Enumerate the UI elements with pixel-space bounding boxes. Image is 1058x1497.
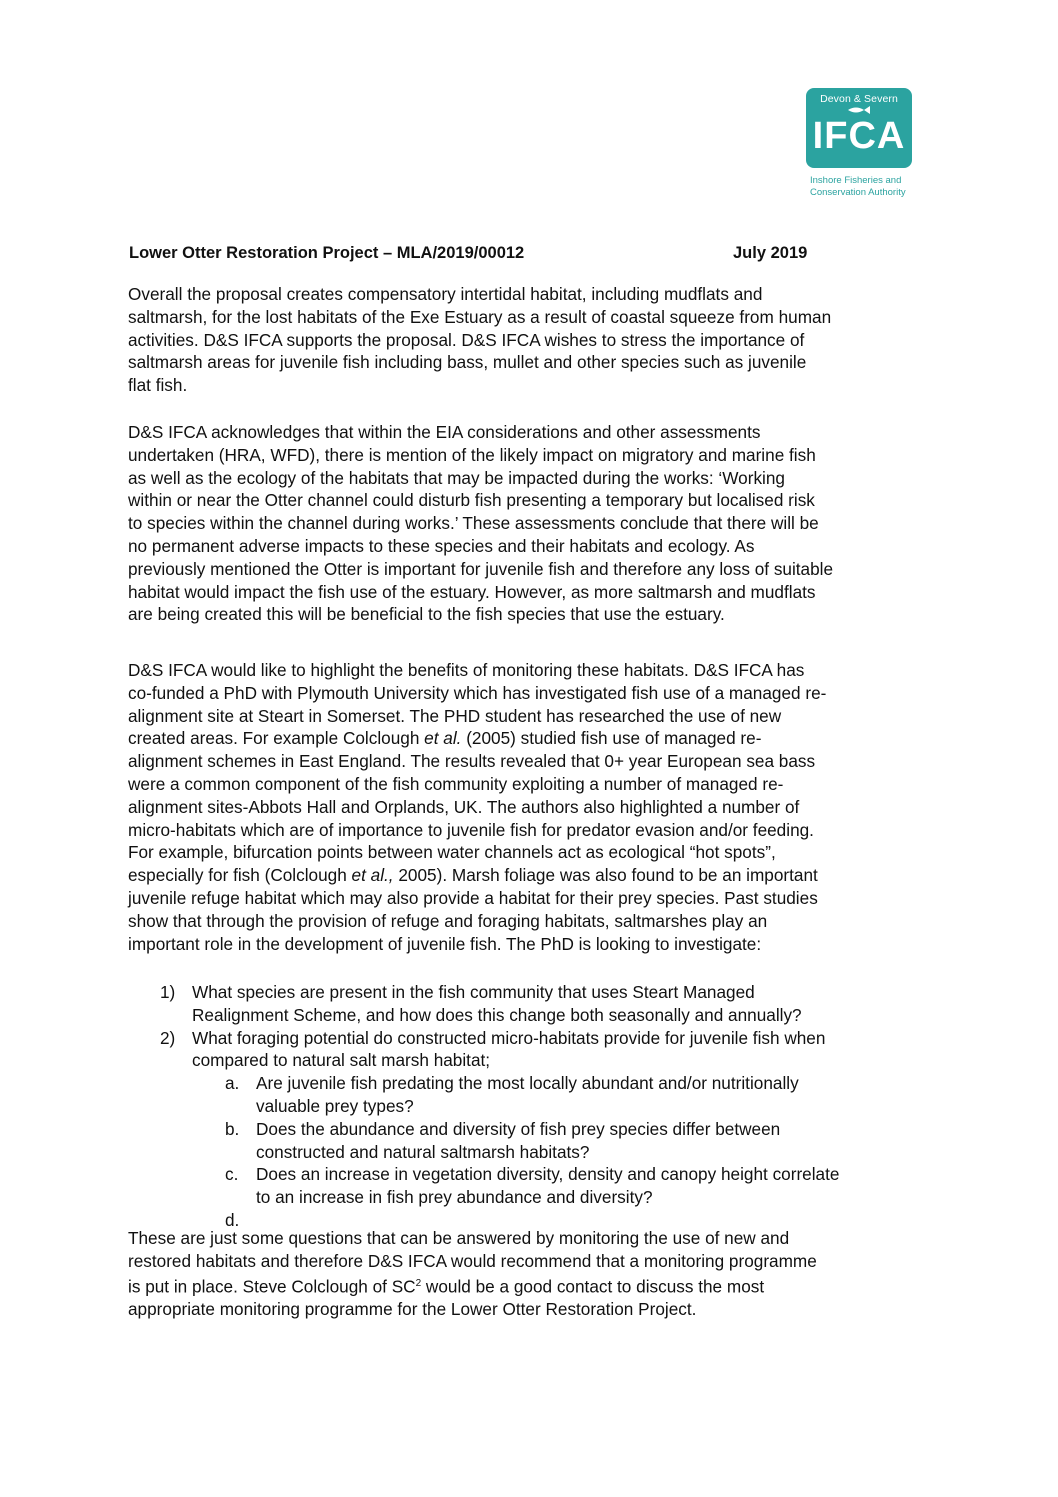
text-line: For example, bifurcation points between water channels act as ecological “hot spots”,	[128, 842, 776, 863]
sub-list-item	[128, 1118, 938, 1164]
text-line: habitat would impact the fish use of the estuary. However, as more saltmarsh and mudflats	[128, 581, 816, 602]
text-line: were a common component of the fish community exploiting a number of managed re-	[128, 773, 784, 794]
text-line: Realignment Scheme, and how does this change both seasonally and annually?	[192, 1004, 802, 1025]
document-heading	[129, 244, 829, 266]
text-line: juvenile refuge habitat which may also provide a habitat for their prey species. Past studies	[128, 887, 818, 908]
text-line: Overall the proposal creates compensatory intertidal habitat, including mudflats and	[128, 284, 763, 304]
list-letter: c.	[225, 1164, 239, 1185]
text-line: valuable prey types?	[256, 1095, 414, 1116]
text-line	[128, 727, 938, 750]
paragraph-overview	[128, 283, 938, 397]
logo-full-name	[810, 175, 918, 199]
text-line: alignment sites-Abbots Hall and Orplands, UK. The authors also highlighted a number of	[128, 796, 800, 817]
text-line: important role in the development of juvenile fish. The PhD is looking to investigate:	[128, 933, 762, 954]
text-line: Does an increase in vegetation diversity, density and canopy height correlate	[256, 1164, 840, 1185]
text-line: alignment site at Steart in Somerset. The PHD student has researched the use of new	[128, 705, 782, 726]
list-letter: b.	[225, 1118, 240, 1139]
list-letter: d.	[225, 1209, 240, 1230]
research-question-list	[128, 981, 938, 1232]
text-line: What foraging potential do constructed micro-habitats provide for juvenile fish when	[192, 1027, 826, 1048]
text-line: co-funded a PhD with Plymouth University which has investigated fish use of a managed re-	[128, 682, 827, 703]
logo-full-name-line1: Inshore Fisheries and	[810, 175, 902, 186]
text-line: saltmarsh, for the lost habitats of the Exe Estuary as a result of coastal squeeze from human	[128, 306, 832, 327]
list-number: 1)	[160, 982, 176, 1002]
citation-italic: et al.,	[351, 865, 394, 886]
text-run: created areas. For example Colclough	[128, 728, 425, 749]
text-line: D&S IFCA acknowledges that within the EIA considerations and other assessments	[128, 422, 761, 442]
text-run: especially for fish (Colclough	[128, 865, 352, 886]
paragraph-recommendation	[128, 1227, 938, 1321]
text-line: within or near the Otter channel could disturb fish presenting a temporary but localised risk	[128, 490, 815, 511]
citation-italic: et al.	[424, 728, 462, 749]
text-line: to species within the channel during works.’ These assessments conclude that there will be	[128, 513, 819, 534]
text-line: compared to natural salt marsh habitat;	[192, 1050, 491, 1071]
logo-abbreviation: IFCA	[812, 115, 906, 157]
paragraph-assessments	[128, 421, 938, 626]
text-line: constructed and natural saltmarsh habitats?	[256, 1141, 590, 1162]
paragraph-monitoring-benefits	[128, 659, 938, 955]
text-line: alignment schemes in East England. The results revealed that 0+ year European sea bass	[128, 751, 816, 772]
text-line: These are just some questions that can be answered by monitoring the use of new and	[128, 1228, 790, 1248]
text-line: Are juvenile fish predating the most locally abundant and/or nutritionally	[256, 1073, 799, 1094]
logo-org-name: Devon & Severn	[820, 93, 898, 105]
list-item	[128, 1027, 938, 1073]
text-line: appropriate monitoring programme for the Lower Otter Restoration Project.	[128, 1299, 697, 1320]
text-line: micro-habitats which are of importance to juvenile fish for predator evasion and/or feeding.	[128, 819, 814, 840]
ifca-logo	[806, 88, 916, 206]
logo-full-name-line2: Conservation Authority	[810, 187, 906, 198]
text-line: What species are present in the fish community that uses Steart Managed	[192, 982, 755, 1002]
list-item	[128, 981, 938, 1027]
superscript: 2	[415, 1277, 422, 1289]
text-line: previously mentioned the Otter is important for juvenile fish and therefore any loss of suitable	[128, 558, 834, 579]
text-line: no permanent adverse impacts to these species and their habitats and ecology. As	[128, 535, 755, 556]
text-line: flat fish.	[128, 375, 188, 396]
text-line: saltmarsh areas for juvenile fish including bass, mullet and other species such as juvenile	[128, 352, 807, 373]
document-title: Lower Otter Restoration Project – MLA/2019/00012	[129, 244, 525, 262]
text-run: would be a good contact to discuss the most	[421, 1276, 765, 1297]
list-number: 2)	[160, 1027, 176, 1048]
text-line: undertaken (HRA, WFD), there is mention of the likely impact on migratory and marine fish	[128, 444, 816, 465]
document-date: July 2019	[733, 244, 808, 262]
text-line: as well as the ecology of the habitats that may be impacted during the works: ‘Working	[128, 467, 785, 488]
list-letter: a.	[225, 1073, 240, 1094]
sub-list-item	[128, 1072, 938, 1118]
sub-list-item	[128, 1163, 938, 1209]
text-run: is put in place. Steve Colclough of SC	[128, 1276, 416, 1297]
text-line: D&S IFCA would like to highlight the benefits of monitoring these habitats. D&S IFCA has	[128, 660, 805, 680]
text-line: activities. D&S IFCA supports the proposal. D&S IFCA wishes to stress the importance of	[128, 329, 805, 350]
text-line: show that through the provision of refuge and foraging habitats, saltmarshes play an	[128, 910, 768, 931]
text-line: to an increase in fish prey abundance and diversity?	[256, 1187, 653, 1208]
text-line	[128, 864, 938, 887]
text-line: restored habitats and therefore D&S IFCA would recommend that a monitoring programme	[128, 1250, 817, 1271]
text-line: Does the abundance and diversity of fish prey species differ between	[256, 1118, 781, 1139]
text-run: (2005) studied fish use of managed re-	[461, 728, 762, 749]
text-line	[128, 1273, 938, 1299]
text-run: 2005). Marsh foliage was also found to be an important	[393, 865, 818, 886]
text-line: are being created this will be beneficial to the fish species that use the estuary.	[128, 604, 725, 625]
